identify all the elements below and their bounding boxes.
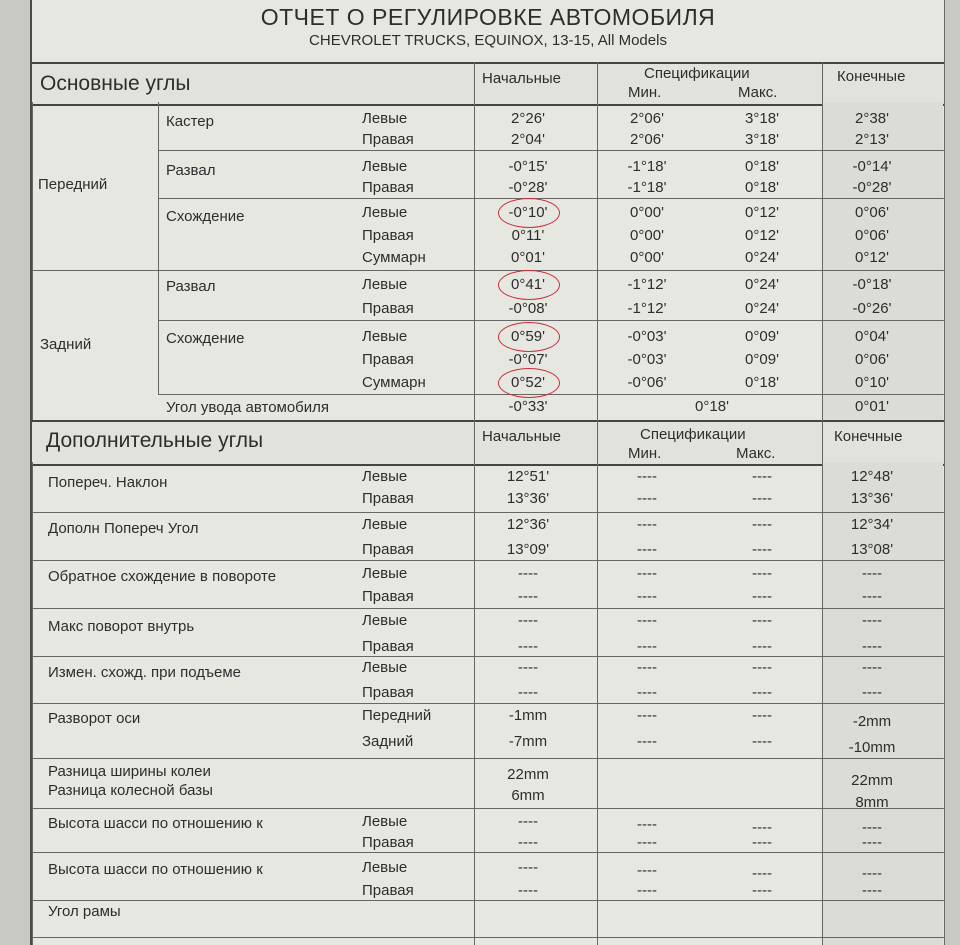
report-subtitle: CHEVROLET TRUCKS, EQUINOX, 13-15, All Models [309,32,667,49]
report-title: ОТЧЕТ О РЕГУЛИРОВКЕ АВТОМОБИЛЯ [260,4,716,30]
ride-height-label: Высота шасси по отношению к [48,815,263,832]
row-divider [32,608,944,609]
initial-value: -7mm [508,733,548,750]
initial-value: 13°36' [506,490,550,507]
spec-max-value: ---- [752,612,772,629]
col-max-header-2: Макс. [736,445,776,462]
spec-max-value: 0°24' [745,300,779,317]
spec-min-value: ---- [637,588,657,605]
spec-max-value: 3°18' [745,131,779,148]
spec-max-value: ---- [752,516,772,533]
spec-max-value: 0°24' [745,276,779,293]
final-value: -2mm [852,713,892,730]
side-label: Правая [362,638,414,655]
spec-min-value: -0°03' [627,328,667,345]
spec-min-value: ---- [637,862,657,879]
initial-value: 12°51' [506,468,550,485]
initial-value: ---- [518,882,538,899]
track-width-diff-final: 22mm [851,772,893,789]
thrust-initial-value: -0°33' [508,398,548,415]
initial-value: 0°01' [511,249,545,266]
side-label: Правая [362,882,414,899]
initial-value: 2°04' [511,131,545,148]
param-label: Развал [166,162,216,179]
ride-height-label: Высота шасси по отношению к [48,861,263,878]
group-divider-line [32,270,944,271]
initial-value: -0°08' [508,300,548,317]
spec-min-value: ---- [637,733,657,750]
spec-min-value: ---- [637,516,657,533]
initial-value: -0°28' [508,179,548,196]
spec-min-value: ---- [637,684,657,701]
final-value: 13°08' [850,541,894,558]
col-min-header-2: Мин. [628,445,662,462]
side-label: Правая [362,300,414,317]
annotation-circle [498,198,560,228]
final-value: 2°13' [855,131,889,148]
initial-col-divider-2 [474,420,475,945]
side-label: Левые [362,813,408,830]
side-label: Правая [362,351,414,368]
spec-max-value: 3°18' [745,110,779,127]
side-label: Левые [362,468,408,485]
col-final-header-2: Конечные [834,428,903,445]
spec-min-value: ---- [637,541,657,558]
main-angles-title: Основные углы [40,72,191,95]
additional-param-label: Попереч. Наклон [48,474,168,491]
final-value: 13°36' [850,490,894,507]
wheelbase-diff-initial: 6mm [511,787,545,804]
additional-angles-header [32,420,944,466]
side-label: Левые [362,276,408,293]
additional-param-label: Дополн Попереч Угол [48,520,199,537]
initial-value: -0°15' [508,158,548,175]
side-label: Левые [362,204,408,221]
annotation-circle [498,368,560,398]
final-value: 12°34' [850,516,894,533]
spec-max-value: ---- [752,707,772,724]
final-value: 2°38' [855,110,889,127]
annotation-circle [498,322,560,352]
spec-min-value: ---- [637,565,657,582]
final-value: 0°06' [855,227,889,244]
wheelbase-diff-label: Разница колесной базы [48,782,213,799]
final-value: 0°06' [855,351,889,368]
initial-value: ---- [518,684,538,701]
annotation-circle [498,270,560,300]
spec-max-value: 0°24' [745,249,779,266]
spec-max-value: ---- [752,588,772,605]
spec-min-value: -1°12' [627,276,667,293]
initial-col-divider [474,62,475,420]
final-value: ---- [862,882,882,899]
final-value: -0°18' [852,276,892,293]
spec-min-value: -1°18' [627,158,667,175]
spec-max-value: 0°12' [745,204,779,221]
main-left-border [32,102,33,420]
initial-value: ---- [518,834,538,851]
side-label: Левые [362,565,408,582]
initial-value: 12°36' [506,516,550,533]
side-label: Левые [362,328,408,345]
initial-value: ---- [518,612,538,629]
row-divider [32,560,944,561]
group-divider [158,102,159,394]
additional-param-label: Обратное схождение в повороте [48,568,277,585]
side-label: Суммарн [362,249,426,266]
col-initial-header-2: Начальные [482,428,561,445]
spec-min-value: 2°06' [630,131,664,148]
final-value: -10mm [848,739,896,756]
side-label: Левые [362,612,408,629]
side-label: Передний [362,707,432,724]
initial-value: ---- [518,588,538,605]
initial-value: -0°07' [508,351,548,368]
param-label: Кастер [166,113,214,130]
side-label: Левые [362,859,408,876]
spec-min-value: 0°00' [630,249,664,266]
group-front-label: Передний [38,176,108,193]
initial-value: 0°11' [511,227,545,244]
col-spec-header: Спецификации [644,65,750,82]
spec-min-value: -0°06' [627,374,667,391]
thrust-final-value: 0°01' [855,398,889,415]
spec-min-value: -1°18' [627,179,667,196]
thrust-angle-label: Угол увода автомобиля [166,399,330,416]
param-label: Схождение [166,330,245,347]
spec-max-value: 0°12' [745,227,779,244]
spec-min-value: ---- [637,707,657,724]
side-label: Левые [362,110,408,127]
final-value: 12°48' [850,468,894,485]
spec-max-value: ---- [752,819,772,836]
spec-max-value: ---- [752,468,772,485]
spec-min-value: 0°00' [630,227,664,244]
side-label: Правая [362,588,414,605]
spec-max-value: ---- [752,565,772,582]
initial-value: 13°09' [506,541,550,558]
col-initial-header: Начальные [482,70,561,87]
final-value: 0°04' [855,328,889,345]
final-value: ---- [862,834,882,851]
spec-min-value: ---- [637,612,657,629]
side-label: Левые [362,659,408,676]
spec-min-value: 2°06' [630,110,664,127]
side-label: Левые [362,158,408,175]
row-divider [32,656,944,657]
row-divider [158,150,944,151]
spec-min-value: 0°00' [630,204,664,221]
final-value: 0°12' [855,249,889,266]
final-value: ---- [862,588,882,605]
final-value: ---- [862,819,882,836]
final-value: -0°14' [852,158,892,175]
additional-angles-title: Дополнительные углы [46,429,264,452]
row-divider [32,703,944,704]
spec-max-value: 0°18' [745,374,779,391]
final-value: ---- [862,638,882,655]
additional-param-label: Измен. схожд. при подъеме [48,664,242,681]
group-rear-label: Задний [40,336,92,353]
initial-value: ---- [518,565,538,582]
spec-max-value: ---- [752,865,772,882]
spec-max-value: ---- [752,684,772,701]
final-value: ---- [862,565,882,582]
main-angles-header [32,62,944,106]
initial-value: -1mm [508,707,548,724]
param-label: Схождение [166,208,245,225]
spec-min-value: ---- [637,659,657,676]
row-divider [32,512,944,513]
param-label: Развал [166,278,216,295]
final-value: 0°06' [855,204,889,221]
side-label: Правая [362,227,414,244]
final-value: -0°26' [852,300,892,317]
final-value: ---- [862,659,882,676]
side-label: Правая [362,179,414,196]
final-value: -0°28' [852,179,892,196]
side-label: Задний [362,733,414,750]
initial-value: ---- [518,813,538,830]
spec-min-value: ---- [637,490,657,507]
final-value: ---- [862,684,882,701]
track-width-diff-initial: 22mm [507,766,549,783]
spec-max-value: 0°18' [745,179,779,196]
spec-max-value: ---- [752,882,772,899]
col-spec-header-2: Спецификации [640,426,746,443]
side-label: Правая [362,834,414,851]
spec-min-value: ---- [637,816,657,833]
spec-max-value: ---- [752,638,772,655]
initial-value: ---- [518,659,538,676]
side-label: Правая [362,490,414,507]
initial-value: -0°10' [508,204,548,221]
row-divider [158,198,944,199]
additional-param-label: Макс поворот внутрь [48,618,195,635]
initial-value: 0°59' [511,328,545,345]
side-label: Левые [362,516,408,533]
spec-max-value: ---- [752,659,772,676]
spec-min-value: -1°12' [627,300,667,317]
initial-value: 0°41' [511,276,545,293]
side-label: Правая [362,131,414,148]
final-value: 0°10' [855,374,889,391]
initial-value: ---- [518,638,538,655]
final-value: ---- [862,865,882,882]
row-divider [158,394,944,395]
spec-max-value: 0°09' [745,328,779,345]
initial-value: 2°26' [511,110,545,127]
spec-max-value: 0°18' [745,158,779,175]
col-final-header: Конечные [837,68,906,85]
track-width-diff-label: Разница ширины колеи [48,763,211,780]
spec-max-value: ---- [752,490,772,507]
spec-min-value: ---- [637,834,657,851]
side-label: Суммарн [362,374,426,391]
spec-max-value: ---- [752,541,772,558]
spec-max-value: ---- [752,834,772,851]
spec-min-value: ---- [637,468,657,485]
row-divider [32,900,944,901]
alignment-report-sheet [30,0,945,945]
frame-angle-label: Угол рамы [48,903,121,920]
thrust-spec-value: 0°18' [695,398,729,415]
spec-min-value: ---- [637,638,657,655]
row-divider [158,320,944,321]
col-min-header: Мин. [628,84,662,101]
row-divider [32,852,944,853]
row-divider [32,758,944,759]
initial-value: 0°52' [511,374,545,391]
initial-value: ---- [518,859,538,876]
col-max-header: Макс. [738,84,778,101]
final-value: ---- [862,612,882,629]
side-label: Правая [362,684,414,701]
wheelbase-diff-final: 8mm [855,794,889,811]
row-divider [32,937,944,938]
row-divider [32,808,944,809]
spec-min-value: ---- [637,882,657,899]
spec-max-value: 0°09' [745,351,779,368]
spec-min-value: -0°03' [627,351,667,368]
side-label: Правая [362,541,414,558]
additional-param-label: Разворот оси [48,710,141,727]
spec-max-value: ---- [752,733,772,750]
